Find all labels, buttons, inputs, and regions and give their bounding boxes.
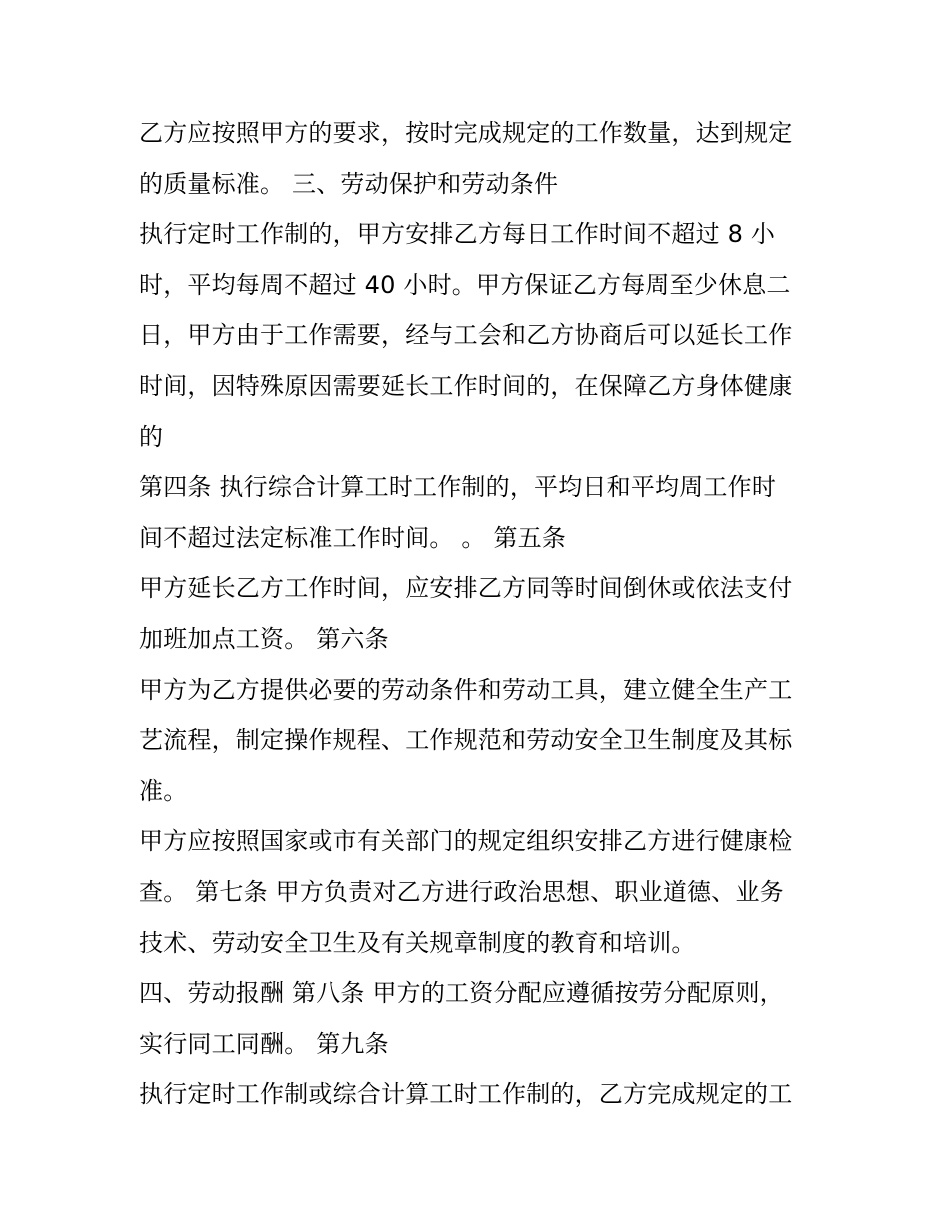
text-line: 甲方为乙方提供必要的劳动条件和劳动工具，建立健全生产工 (139, 675, 793, 704)
text-line: 间不超过法定标准工作时间。 。 第五条 (139, 523, 567, 552)
paragraph-article-five (139, 563, 819, 664)
text-line: 第四条 执行综合计算工时工作制的，平均日和平均周工作时 (139, 473, 777, 502)
text-line: 技术、劳动安全卫生及有关规章制度的教育和培训。 (139, 928, 696, 957)
paragraph-health-check (139, 816, 819, 968)
text-line: 准。 (139, 776, 188, 805)
text-line: 甲方应按照国家或市有关部门的规定组织安排乙方进行健康检 (139, 827, 793, 856)
text-line: 执行定时工作制的，甲方安排乙方每日工作时间不超过 8 小 (139, 220, 776, 249)
paragraph-article-nine (139, 1069, 819, 1120)
text-line: 日，甲方由于工作需要，经与工会和乙方协商后可以延长工作 (139, 321, 793, 350)
text-line: 四、劳动报酬 第八条 甲方的工资分配应遵循按劳分配原则， (139, 979, 784, 1008)
text-line: 乙方应按照甲方的要求，按时完成规定的工作数量，达到规定 (139, 119, 793, 147)
text-line: 的质量标准。 三、劳动保护和劳动条件 (139, 169, 559, 198)
text-line: 时间，因特殊原因需要延长工作时间的，在保障乙方身体健康 (139, 371, 793, 400)
text-line: 查。 第七条 甲方负责对乙方进行政治思想、职业道德、业务 (139, 877, 784, 906)
text-line: 艺流程，制定操作规程、工作规范和劳动安全卫生制度及其标 (139, 726, 793, 755)
text-line: 时，平均每周不超过 40 小时。甲方保证乙方每周至少休息二 (139, 270, 791, 299)
paragraph-article-six (139, 665, 819, 817)
text-line: 加班加点工资。 第六条 (139, 624, 389, 653)
text-line: 执行定时工作制或综合计算工时工作制的，乙方完成规定的工 (139, 1080, 793, 1109)
text-line: 实行同工同酬。 第九条 (139, 1029, 389, 1058)
text-line: 的 (139, 422, 164, 451)
paragraph-work-quality (139, 108, 819, 209)
paragraph-article-four (139, 462, 819, 563)
text-line: 甲方延长乙方工作时间，应安排乙方同等时间倒休或依法支付 (139, 574, 793, 603)
paragraph-working-hours (139, 209, 819, 462)
document-body (139, 108, 819, 1120)
paragraph-remuneration (139, 968, 819, 1069)
